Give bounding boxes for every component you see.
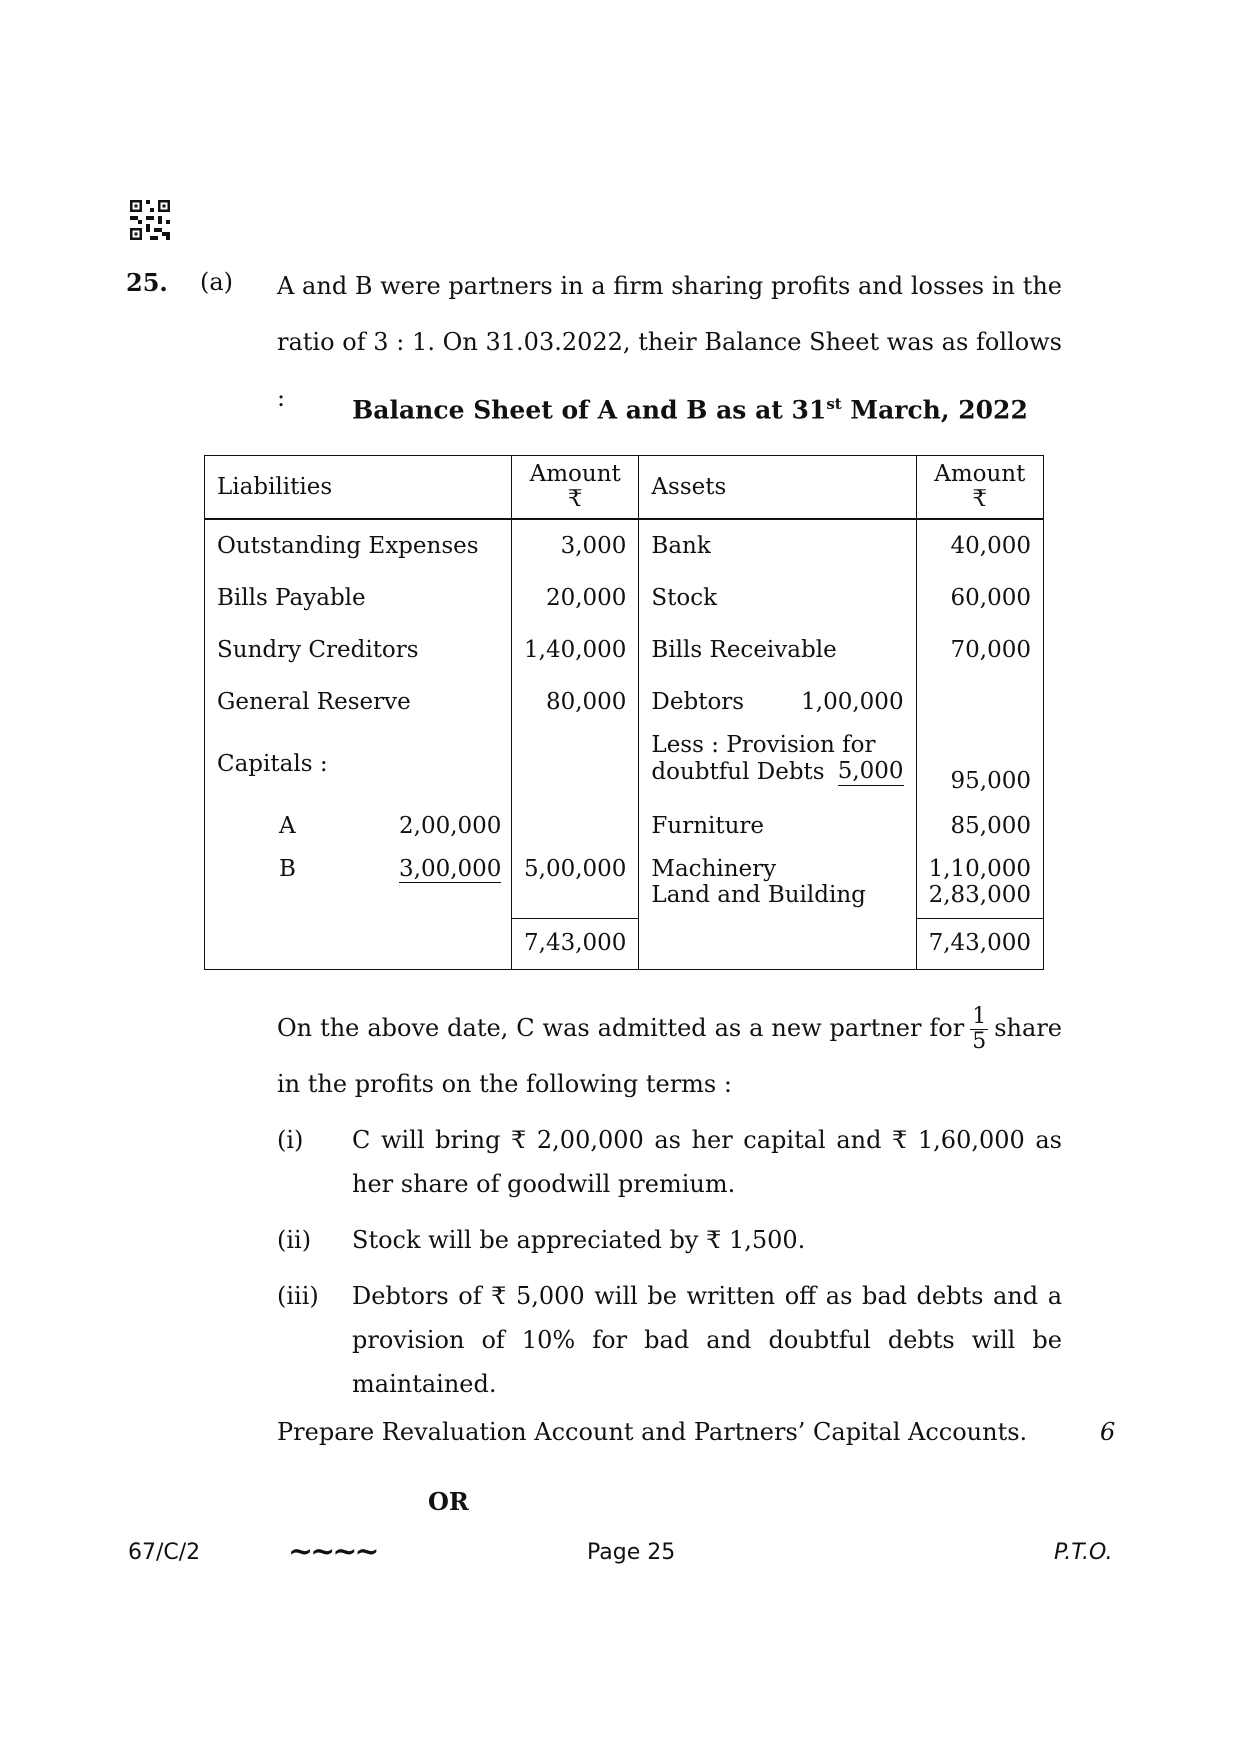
term-text: Debtors of ₹ 5,000 will be written off as bad debts and a provision of 10% for bad and doubtful debts will be maintained. <box>352 1282 1062 1398</box>
table-row <box>205 728 1044 800</box>
total-liabilities: 7,43,000 <box>512 918 639 969</box>
paper-code: 67/C/2 <box>128 1540 201 1565</box>
partner-capital: 3,00,000 <box>399 856 502 882</box>
capital-item <box>205 800 512 852</box>
asset-label: Machinery <box>651 856 777 882</box>
partner-name: A <box>279 812 296 839</box>
table-row <box>205 519 1044 572</box>
liability-amount: 20,000 <box>512 572 639 624</box>
table-row <box>205 676 1044 728</box>
asset-amount: 70,000 <box>916 624 1043 676</box>
list-item <box>277 1218 1062 1262</box>
question-intro: A and B were partners in a firm sharing profits and losses in the ratio of 3 : 1. On 31.03.2022, their Balance Sheet was as follows : <box>277 272 1062 412</box>
marks: 6 <box>1100 1418 1116 1446</box>
table-row <box>205 800 1044 852</box>
table-row <box>205 624 1044 676</box>
liability-label: General Reserve <box>205 676 512 728</box>
liability-amount: 3,000 <box>512 519 639 572</box>
debtors-net: 95,000 <box>916 728 1043 800</box>
amount-header: Amount ₹ <box>512 456 639 520</box>
asset-label: Land and Building <box>651 882 866 909</box>
asset-amount: 1,10,000 <box>928 856 1031 882</box>
capitals-label: Capitals : <box>205 728 512 800</box>
list-item <box>277 1274 1062 1406</box>
table-row <box>205 572 1044 624</box>
liabilities-header: Liabilities <box>205 456 512 520</box>
provision-line1: Less : Provision for <box>651 732 876 758</box>
terms-list <box>277 1118 1062 1418</box>
rupee-icon: ₹ <box>972 486 988 512</box>
provision-line2: doubtful Debts <box>651 759 825 786</box>
asset-amount: 2,83,000 <box>928 882 1031 909</box>
assets-header: Assets <box>639 456 916 520</box>
qr-code-icon <box>130 200 170 240</box>
term-label: (i) <box>277 1126 304 1154</box>
partner-capital: 2,00,000 <box>399 812 502 839</box>
share-fraction: $\frac{1}{5}$ <box>972 1003 987 1054</box>
table-header-row <box>205 456 1044 520</box>
list-item <box>277 1118 1062 1206</box>
term-text: Stock will be appreciated by ₹ 1,500. <box>352 1226 806 1254</box>
or-separator: OR <box>428 1487 469 1516</box>
liability-label: Outstanding Expenses <box>205 519 512 572</box>
liability-amount: 80,000 <box>512 676 639 728</box>
debtors-label: Debtors <box>651 688 745 715</box>
asset-amount: 85,000 <box>916 800 1043 852</box>
capitals-total: 5,00,000 <box>512 852 639 918</box>
asset-amount: 60,000 <box>916 572 1043 624</box>
asset-label: Furniture <box>639 800 916 852</box>
asset-label: Stock <box>639 572 916 624</box>
table-row <box>205 852 1044 918</box>
liability-amount: 1,40,000 <box>512 624 639 676</box>
partner-name: B <box>279 856 296 882</box>
balance-sheet-table <box>204 455 1044 970</box>
provision-cell <box>639 728 916 800</box>
amount-header: Amount ₹ <box>916 456 1043 520</box>
asset-amount: 40,000 <box>916 519 1043 572</box>
question-number: 25. <box>126 268 168 297</box>
capital-item <box>205 852 512 918</box>
term-label: (iii) <box>277 1282 319 1310</box>
page-number: Page 25 <box>587 1540 676 1565</box>
liability-label: Bills Payable <box>205 572 512 624</box>
asset-label: Bank <box>639 519 916 572</box>
question-part: (a) <box>200 268 234 296</box>
provision-amount: 5,000 <box>837 758 904 785</box>
term-text: C will bring ₹ 2,00,000 as her capital and ₹ 1,60,000 as her share of goodwill premium. <box>352 1126 1062 1198</box>
debtors-cell <box>639 676 916 728</box>
balance-sheet-title: Balance Sheet of A and B as at 31st March, 2022 <box>352 395 1028 425</box>
instruction: Prepare Revaluation Account and Partners’ Capital Accounts. <box>277 1418 1028 1446</box>
pto-label: P.T.O. <box>1054 1540 1113 1565</box>
total-row <box>205 918 1044 969</box>
total-assets: 7,43,000 <box>916 918 1043 969</box>
asset-label: Bills Receivable <box>639 624 916 676</box>
liability-label: Sundry Creditors <box>205 624 512 676</box>
admission-paragraph: On the above date, C was admitted as a new partner for $\frac{1}{5}$ share in the profits on the following terms : <box>277 1003 1062 1098</box>
rupee-icon: ₹ <box>567 486 583 512</box>
wave-ornament: ~~~~ <box>288 1534 377 1569</box>
term-label: (ii) <box>277 1226 312 1254</box>
debtors-gross: 1,00,000 <box>801 688 904 715</box>
